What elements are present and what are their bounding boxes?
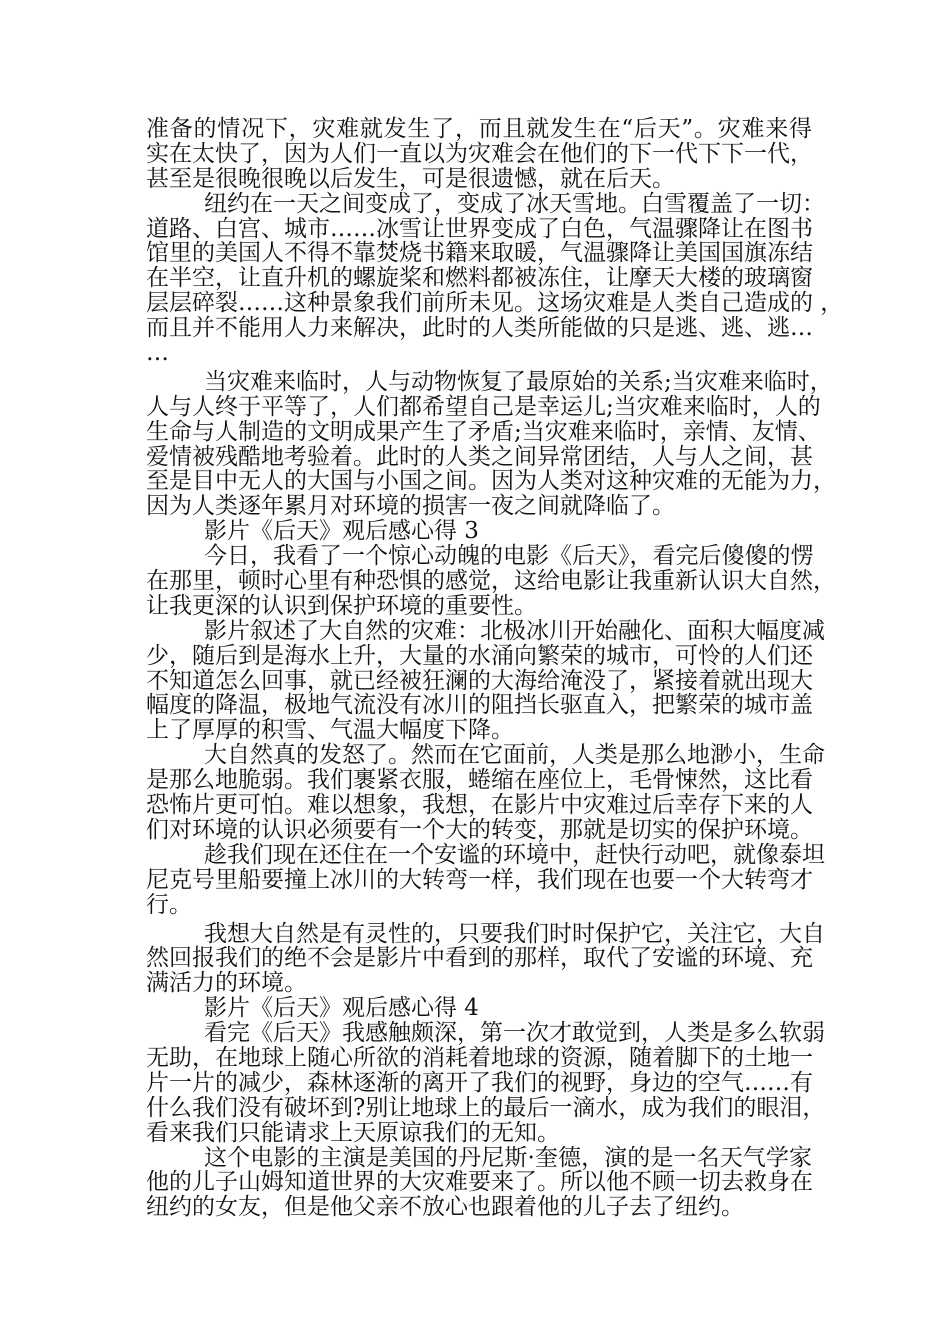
text-line: 在半空，让直升机的螺旋桨和燃料都被冻住，让摩天大楼的玻璃窗 bbox=[146, 265, 813, 292]
text-line: 少，随后到是海水上升，大量的水涌向繁荣的城市，可怜的人们还 bbox=[146, 642, 813, 669]
text-line: 影片《后天》观后感心得 3 bbox=[204, 518, 479, 545]
paragraph bbox=[146, 368, 836, 520]
text-line: 大自然真的发怒了。然而在它面前，人类是那么地渺小，生命 bbox=[204, 742, 825, 769]
text-line: 因为人类逐年累月对环境的损害一夜之间就降临了。 bbox=[146, 493, 675, 520]
section-heading bbox=[146, 996, 812, 1021]
text-line: 这个电影的主演是美国的丹尼斯·奎德，演的是一名天气学家 bbox=[204, 1144, 812, 1171]
paragraph bbox=[146, 190, 844, 367]
section-heading bbox=[146, 519, 812, 544]
text-line: 生命与人制造的文明成果产生了矛盾;当灾难来临时，亲情、友情、 bbox=[146, 418, 821, 445]
text-line: 尼克号里船要撞上冰川的大转弯一样，我们现在也要一个大转弯才 bbox=[146, 866, 813, 893]
text-line: 道路、白宫、城市……冰雪让世界变成了白色，气温骤降让在图书 bbox=[146, 215, 813, 242]
text-line: 无助，在地球上随心所欲的消耗着地球的资源，随着脚下的土地一 bbox=[146, 1044, 813, 1071]
paragraph bbox=[146, 1146, 812, 1221]
text-line: 纽约的女友，但是他父亲不放心也跟着他的儿子去了纽约。 bbox=[146, 1194, 744, 1221]
text-line: 在那里，顿时心里有种恐惧的感觉，这给电影让我重新认识大自然， bbox=[146, 568, 836, 595]
paragraph bbox=[146, 1020, 826, 1146]
text-line: 看完《后天》我感触颇深，第一次才敢觉到，人类是多么软弱 bbox=[204, 1020, 825, 1047]
text-line: 他的儿子山姆知道世界的大灾难要来了。所以他不顾一切去救身在 bbox=[146, 1169, 813, 1196]
text-line: 行。 bbox=[146, 891, 192, 918]
text-line: … bbox=[146, 340, 169, 367]
text-line: 而且并不能用人力来解决，此时的人类所能做的只是逃、逃、逃… bbox=[146, 315, 813, 342]
text-line: 准备的情况下，灾难就发生了，而且就发生在“后天”。灾难来得 bbox=[146, 116, 812, 142]
text-line: 们对环境的认识必须要有一个大的转变，那就是切实的保护环境。 bbox=[146, 816, 813, 843]
document-body bbox=[146, 116, 844, 1221]
text-line: 人与人终于平等了，人们都希望自己是幸运儿;当灾难来临时，人的 bbox=[146, 393, 821, 420]
paragraph bbox=[146, 117, 812, 192]
text-line: 影片叙述了大自然的灾难：北极冰川开始融化、面积大幅度减 bbox=[204, 617, 825, 644]
text-line: 什么我们没有破坏到?别让地球上的最后一滴水，成为我们的眼泪， bbox=[146, 1094, 826, 1121]
text-line: 上了厚厚的积雪、气温大幅度下降。 bbox=[146, 717, 514, 744]
text-line: 幅度的降温，极地气流没有冰川的阻挡长驱直入，把繁荣的城市盖 bbox=[146, 692, 813, 719]
text-line: 片一片的减少，森林逐渐的离开了我们的视野，身边的空气……有 bbox=[146, 1069, 813, 1096]
text-line: 让我更深的认识到保护环境的重要性。 bbox=[146, 592, 537, 619]
text-line: 是那么地脆弱。我们裹紧衣服，蜷缩在座位上，毛骨悚然，这比看 bbox=[146, 767, 813, 794]
text-line: 纽约在一天之间变成了，变成了冰天雪地。白雪覆盖了一切： bbox=[204, 190, 825, 217]
paragraph bbox=[146, 920, 825, 997]
text-line: 满活力的环境。 bbox=[146, 970, 307, 997]
text-line: 爱情被残酷地考验着。此时的人类之间异常团结，人与人之间，甚 bbox=[146, 443, 813, 470]
paragraph bbox=[146, 841, 825, 918]
text-line: 然回报我们的绝不会是影片中看到的那样，取代了安谧的环境、充 bbox=[146, 945, 813, 972]
text-line: 当灾难来临时，人与动物恢复了最原始的关系;当灾难来临时， bbox=[204, 368, 833, 395]
text-line: 实在太快了，因为人们一直以为灾难会在他们的下一代下下一代， bbox=[146, 140, 813, 167]
text-line: 甚至是很晚很晚以后发生，可是很遗憾，就在后天。 bbox=[146, 165, 675, 192]
text-line: 趁我们现在还住在一个安谧的环境中，赶快行动吧，就像泰坦 bbox=[204, 841, 825, 868]
text-line: 至是目中无人的大国与小国之间。因为人类对这种灾难的无能为力， bbox=[146, 468, 836, 495]
text-line: 我想大自然是有灵性的，只要我们时时保护它，关注它，大自 bbox=[204, 920, 825, 947]
text-line: 层层碎裂……这种景象我们前所未见。这场灾难是人类自己造成的 ， bbox=[146, 290, 844, 317]
text-line: 馆里的美国人不得不靠焚烧书籍来取暖，气温骤降让美国国旗冻结 bbox=[146, 240, 813, 267]
paragraph bbox=[146, 742, 825, 843]
text-line: 看来我们只能请求上天原谅我们的无知。 bbox=[146, 1119, 560, 1146]
paragraph bbox=[146, 617, 825, 744]
text-line: 不知道怎么回事，就已经被狂澜的大海给淹没了，紧接着就出现大 bbox=[146, 667, 813, 694]
text-line: 今日，我看了一个惊心动魄的电影《后天》，看完后傻傻的愣 bbox=[204, 543, 814, 570]
text-line: 恐怖片更可怕。难以想象，我想，在影片中灾难过后幸存下来的人 bbox=[146, 792, 813, 819]
paragraph bbox=[146, 543, 836, 619]
text-line: 影片《后天》观后感心得 4 bbox=[204, 995, 479, 1022]
